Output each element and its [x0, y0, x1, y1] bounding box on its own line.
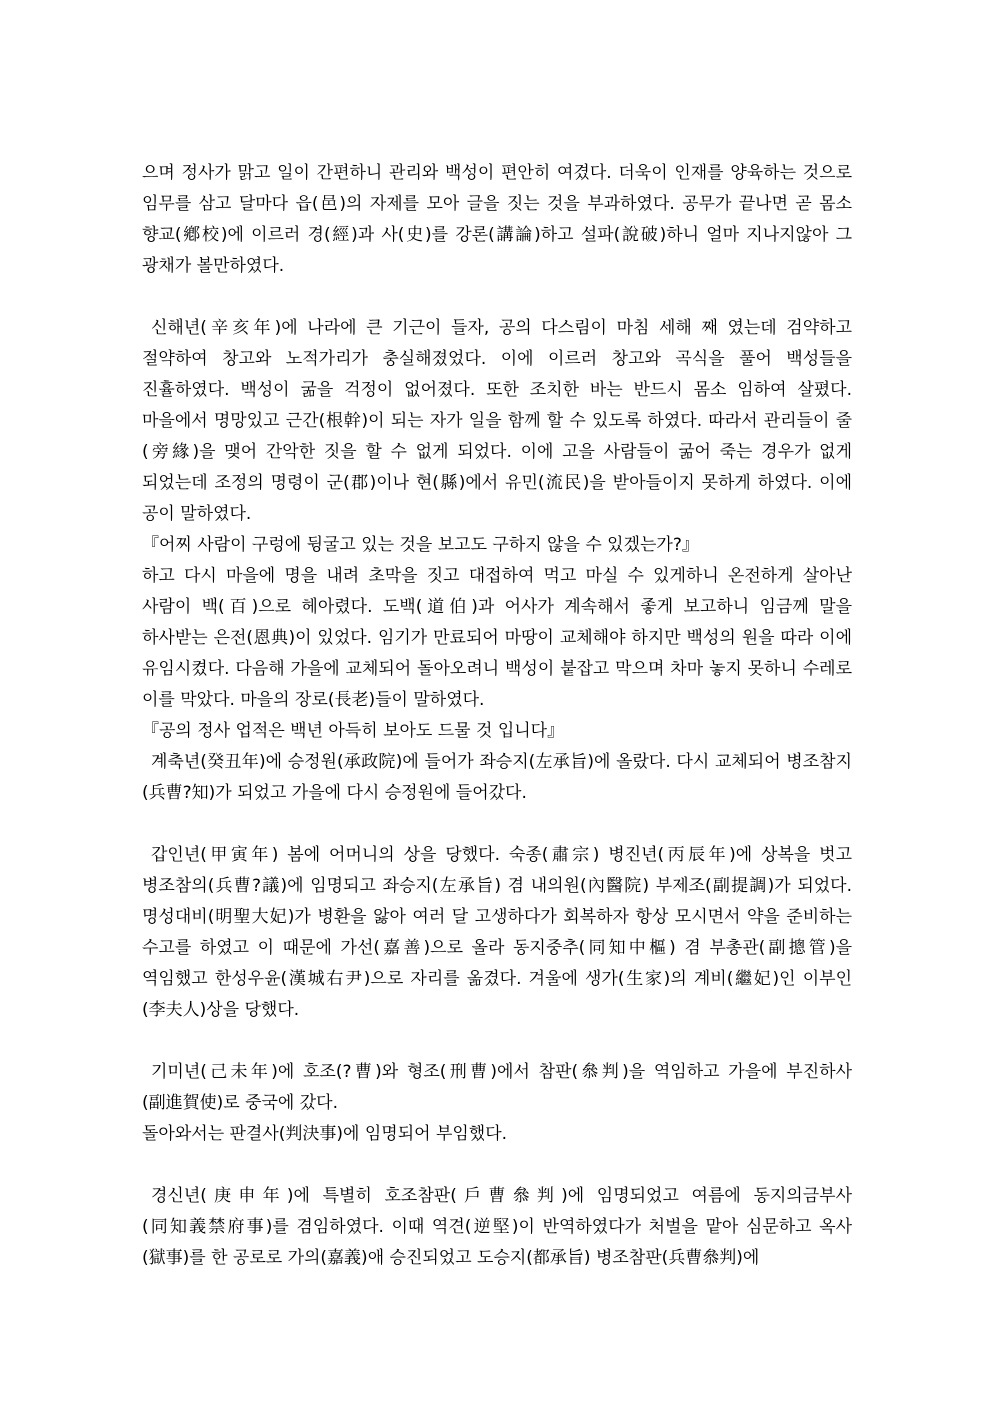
paragraph-famine-relief: 신해년(辛亥年)에 나라에 큰 기근이 들자, 공의 다스림이 마침 세해 째 였는데 검약하고 절약하여 창고와 노적가리가 충실해졌었다. 이에 이르러 창고와 곡식을 풀어 백성들을 진휼하였다. 백성이 굶을 걱정이 없어졌다. 또한 조치한 바는 반드시 몸소 임하여 살폈다. 마을에서 명망있고 근간(根幹)이 되는 자가 일을 함께 할 수 있도록 하였다. 따라서 관리들이 줄(旁緣)을 맺어 간악한 짓을 할 수 없게 되었다. 이에 고을 사람들이 굶어 죽는 경우가 없게 되었는데 조정의 명령이 군(郡)이나 현(縣)에서 유민(流民)을 받아들이지 못하게 하였다. 이에 공이 말하였다.	[142, 318, 852, 524]
paragraph-governance: 으며 정사가 맑고 일이 간편하니 관리와 백성이 편안히 여겼다. 더욱이 인재를 양육하는 것으로 임무를 삼고 달마다 읍(邑)의 자제를 모아 글을 짓는 것을 부과하였다. 공무가 끝나면 곧 몸소 향교(鄕校)에 이르러 경(經)과 사(史)를 강론(講論)하고 설파(說破)하니 얼마 지나지않아 그 광채가 볼만하였다.	[142, 163, 852, 276]
paragraph-gabin-year: 갑인년(甲寅年) 봄에 어머니의 상을 당했다. 숙종(肅宗) 병진년(丙辰年)에 상복을 벗고 병조참의(兵曹?議)에 임명되고 좌승지(左承旨) 겸 내의원(內醫院) 부제조(副提調)가 되었다. 명성대비(明聖大妃)가 병환을 앓아 여러 달 고생하다가 회복하자 항상 모시면서 약을 준비하는 수고를 하였고 이 때문에 가선(嘉善)으로 올라 동지중추(同知中樞) 겸 부총관(副摠管)을 역임했고 한성우윤(漢城右尹)으로 자리를 옮겼다. 겨울에 생가(生家)의 계비(繼妃)인 이부인(李夫人)상을 당했다.	[142, 845, 852, 1020]
paragraph-gyechuk-year: 계축년(癸丑年)에 승정원(承政院)에 들어가 좌승지(左承旨)에 올랐다. 다시 교체되어 병조참지(兵曹?知)가 되었고 가을에 다시 승정원에 들어갔다.	[142, 752, 852, 803]
paragraph-return: 돌아와서는 판결사(判決事)에 임명되어 부임했다.	[142, 1124, 508, 1144]
paragraph-gimi-year: 기미년(己未年)에 호조(?曹)와 형조(刑曹)에서 참판(叅判)을 역임하고 가을에 부진하사(副進賀使)로 중국에 갔다.	[142, 1062, 852, 1113]
quote-rescue: 『어찌 사람이 구렁에 뒹굴고 있는 것을 보고도 구하지 않을 수 있겠는가?』	[142, 535, 699, 555]
paragraph-gyeongsin-year: 경신년(庚申年)에 특별히 호조참판(戶曹叅判)에 임명되었고 여름에 동지의금부사(同知義禁府事)를 겸임하였다. 이때 역견(逆堅)이 반역하였다가 처벌을 맡아 심문하고 옥사(獄事)를 한 공로로 가의(嘉義)애 승진되었고 도승지(都承旨) 병조참판(兵曹叅判)에	[142, 1186, 852, 1268]
document-body	[142, 158, 852, 1274]
paragraph-shelters: 하고 다시 마을에 명을 내려 초막을 짓고 대접하여 먹고 마실 수 있게하니 온전하게 살아난 사람이 백(百)으로 헤아렸다. 도백(道伯)과 어사가 계속해서 좋게 보고하니 임금께 말을 하사받는 은전(恩典)이 있었다. 임기가 만료되어 마땅이 교체해야 하지만 백성의 원을 따라 이에 유임시켰다. 다음해 가을에 교체되어 돌아오려니 백성이 붙잡고 막으며 차마 놓지 못하니 수레로 이를 막았다. 마을의 장로(長老)들이 말하였다.	[142, 566, 852, 710]
quote-elders: 『공의 정사 업적은 백년 아득히 보아도 드물 것 입니다』	[142, 721, 565, 741]
